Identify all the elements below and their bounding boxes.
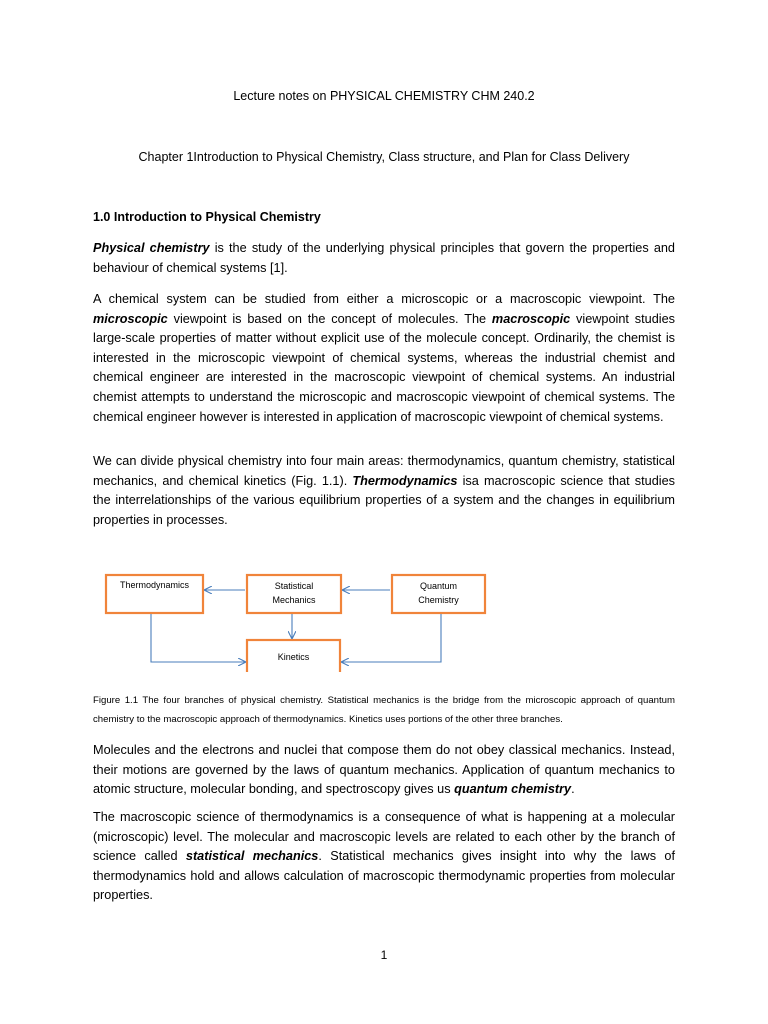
quantum-label-line-2: Chemistry xyxy=(418,595,459,605)
branches-diagram xyxy=(100,568,492,672)
term-quantum-chemistry: quantum chemistry xyxy=(454,782,572,797)
quantum-label-line-1: Quantum xyxy=(419,581,458,591)
arrow-quantum-to-kinetics xyxy=(342,614,441,662)
paragraph-2-part-b: viewpoint is based on the concept of molecules. The xyxy=(167,311,492,326)
term-physical-chemistry: Physical chemistry xyxy=(93,241,210,255)
figure-caption: Figure 1.1 The four branches of physical chemistry. Statistical mechanics is the bridge from the microscopic approach of quantum chemistry to the macroscopic approach of thermodynamics. Kinetics uses portions of the other three branches. xyxy=(93,695,675,725)
kinetics-label: Kinetics xyxy=(277,652,310,662)
thermodynamics-node xyxy=(106,575,203,613)
term-thermodynamics: Thermodynamics xyxy=(352,473,458,488)
paragraph-3-part-a: We can divide physical chemistry into four main areas: thermodynamics, quantum chemistry, statistical mechanics, and chemical kinetics (Fig. 1.1). xyxy=(93,454,675,488)
paragraph-4-part-b: . xyxy=(571,782,575,797)
paragraph-4-part-a: Molecules and the electrons and nuclei that compose them do not obey classical mechanics. Instead, their motions are governed by the laws of quantum mechanics. Application of quantum mechanics to atomic structure, molecular bonding, and spectroscopy gives us xyxy=(93,743,675,797)
statistical-mechanics-node xyxy=(247,575,341,613)
arrow-thermodynamics-to-kinetics xyxy=(151,614,245,662)
section-heading: 1.0 Introduction to Physical Chemistry xyxy=(93,210,321,224)
paragraph-5 xyxy=(93,808,675,906)
page-number: 1 xyxy=(380,948,388,962)
paragraph-5-part-b: . Statistical mechanics gives insight into why the laws of thermodynamics hold and allows calculation of macroscopic thermodynamic properties from molecular properties. xyxy=(93,849,675,903)
thermodynamics-label: Thermodynamics xyxy=(119,580,190,590)
paragraph-5-part-a: The macroscopic science of thermodynamics is a consequence of what is happening at a molecular (microscopic) level. The molecular and macroscopic levels are related to each other by the branch of science called xyxy=(93,810,675,864)
paragraph-3 xyxy=(93,452,675,530)
paragraph-2-part-a: A chemical system can be studied from either a microscopic or a macroscopic viewpoint. The xyxy=(93,292,675,306)
kinetics-node xyxy=(247,640,340,672)
term-microscopic: microscopic xyxy=(93,311,168,326)
paragraph-2 xyxy=(93,290,675,427)
paragraph-4 xyxy=(93,741,675,800)
paragraph-2-part-c: viewpoint studies large-scale properties of matter without explicit use of the molecule concept. Ordinarily, the chemist is interested in the microscopic viewpoint of chemical systems, whereas the industrial chemist and chemical engineer are interested in the macroscopic viewpoint of chemical systems. An industrial chemist attempts to understand the microscopic and macroscopic viewpoint of chemical systems. The chemical engineer however is interested in application of macroscopic viewpoint of chemical systems. xyxy=(93,311,675,424)
quantum-chemistry-node xyxy=(392,575,485,613)
term-statistical-mechanics: statistical mechanics xyxy=(185,849,319,864)
paragraph-1-text: is the study of the underlying physical principles that govern the properties and behaviour of chemical systems [1]. xyxy=(93,241,675,275)
statistical-label-line-1: Statistical xyxy=(274,581,314,591)
statistical-label-line-2: Mechanics xyxy=(272,595,316,605)
term-macroscopic: macroscopic xyxy=(491,311,571,326)
paragraph-3-part-b: isa macroscopic science that studies the interrelationships of the various equilibrium properties of a system and the changes in equilibrium properties in processes. xyxy=(93,473,675,527)
paragraph-1 xyxy=(93,239,675,278)
document-title: Lecture notes on PHYSICAL CHEMISTRY CHM 240.2 xyxy=(233,89,535,103)
chapter-title: Chapter 1Introduction to Physical Chemistry, Class structure, and Plan for Class Delivery xyxy=(138,150,630,164)
